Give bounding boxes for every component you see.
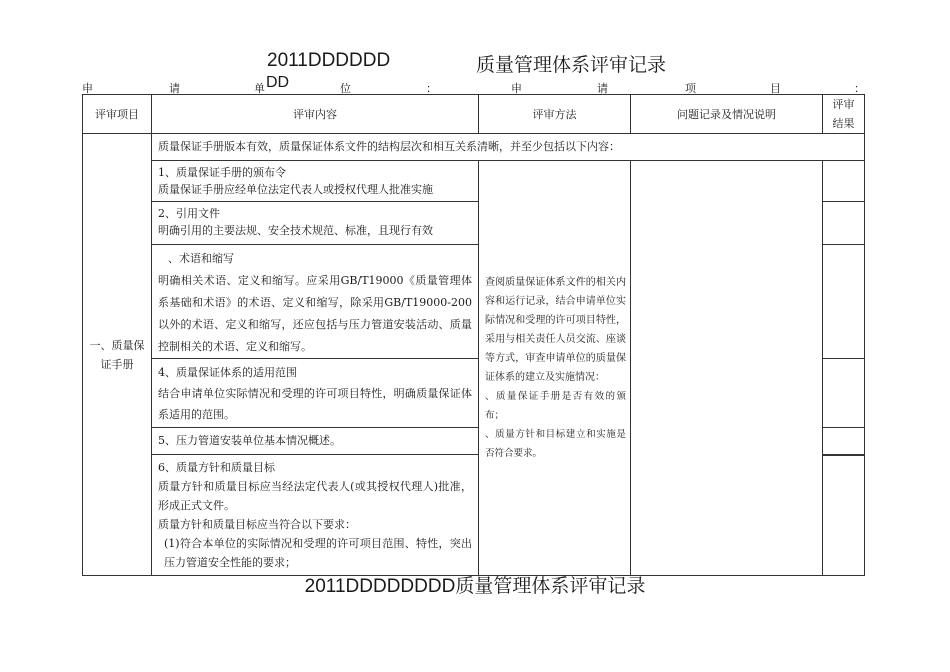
intro-cell [152, 134, 865, 161]
applicant-char: 申 [82, 82, 93, 95]
content-cell [152, 359, 479, 428]
table-row [83, 134, 865, 161]
result-cell [823, 161, 865, 202]
review-item-cell [83, 134, 152, 576]
problem-record-cell [631, 161, 823, 576]
content-heading: 1、质量保证手册的颁布令 [158, 166, 286, 179]
applicant-char: DD [266, 74, 290, 91]
result-cell [823, 359, 865, 428]
applicant-char: 项 [685, 82, 696, 95]
applicant-char: 请 [597, 82, 608, 95]
applicant-char: ： [854, 82, 865, 95]
content-heading: 5、压力管道安装单位基本情况概述。 [158, 434, 341, 447]
content-cell [152, 161, 479, 202]
content-body: 质量保证手册应经单位法定代表人或授权代理人批准实施 [158, 183, 433, 196]
applicant-char: 请 [169, 82, 180, 95]
table-row [83, 161, 865, 202]
footer-title-prefix: 2011DDDDDDDD [304, 576, 456, 597]
content-cell [152, 202, 479, 245]
method-cell [479, 161, 631, 576]
content-body: 结合申请单位实际情况和受理的许可项目特性，明确质量保证体系适用的范围。 [158, 387, 472, 421]
applicant-char: 目 [770, 82, 781, 95]
column-header: 问题记录及情况说明 [631, 95, 823, 134]
content-body: 明确引用的主要法规、安全技术规范、标准，且现行有效 [158, 224, 433, 237]
table-header-row [83, 95, 865, 134]
document-title [0, 50, 950, 76]
column-header: 评审内容 [152, 95, 479, 134]
content-body: 明确相关术语、定义和缩写。应采用GB/T19000《质量管理体系基础和术语》的术语、定义和缩写，除采用GB/T19000-200以外的术语、定义和缩写，还应包括与压力管道安装活动、质量控制相关的术语、定义和缩写。 [158, 274, 472, 353]
column-header: 评审方法 [479, 95, 631, 134]
applicant-line [82, 76, 864, 94]
content-heading: 4、质量保证体系的适用范围 [158, 366, 297, 379]
title-main: 质量管理体系评审记录 [476, 54, 667, 76]
applicant-char: 位 [340, 82, 351, 95]
intro-text: 质量保证手册版本有效，质量保证体系文件的结构层次和相互关系清晰，并至少包括以下内容： [158, 140, 620, 153]
content-cell [152, 428, 479, 455]
column-header: 评审项目 [83, 95, 152, 134]
title-prefix: 2011DDDDDD [267, 50, 391, 71]
method-main: 查阅质量保证体系文件的相关内容和运行记录，结合申请单位实际情况和受理的许可项目特性，采用与相关责任人员交流、座谈等方式，审查申请单位的质量保证体系的建立及实施情况： [485, 277, 626, 383]
content-heading: 、术语和缩写 [168, 252, 234, 265]
applicant-char: 申 [511, 82, 522, 95]
column-header: 评审 结果 [823, 95, 865, 134]
footer-title-main: 质量管理体系评审记录 [455, 575, 646, 597]
review-item-label: 一、质量保证手册 [89, 338, 145, 371]
content-line: 质量方针和质量目标应当经法定代表人(或其授权代理人)批准，形成正式文件。 [158, 480, 472, 512]
content-line: 质量方针和质量目标应当符合以下要求： [158, 518, 356, 531]
applicant-char: ： [426, 82, 437, 95]
footer-title [0, 571, 950, 598]
content-heading: 6、质量方针和质量目标 [158, 461, 275, 474]
result-cell [823, 456, 865, 576]
result-cell [823, 245, 865, 359]
method-sub: 、质量方针和目标建立和实施是否符合要求。 [485, 429, 626, 459]
content-cell [152, 245, 479, 359]
review-table [82, 94, 865, 576]
method-sub: 、质量保证手册是否有效的颁布； [485, 391, 626, 421]
applicant-char: 单 [254, 82, 265, 95]
content-line: (1)符合本单位的实际情况和受理的许可项目范围、特性，突出压力管道安全性能的要求； [164, 537, 472, 569]
result-cell [823, 428, 865, 455]
result-cell [823, 202, 865, 245]
content-cell [152, 455, 479, 576]
content-heading: 2、引用文件 [158, 207, 220, 220]
